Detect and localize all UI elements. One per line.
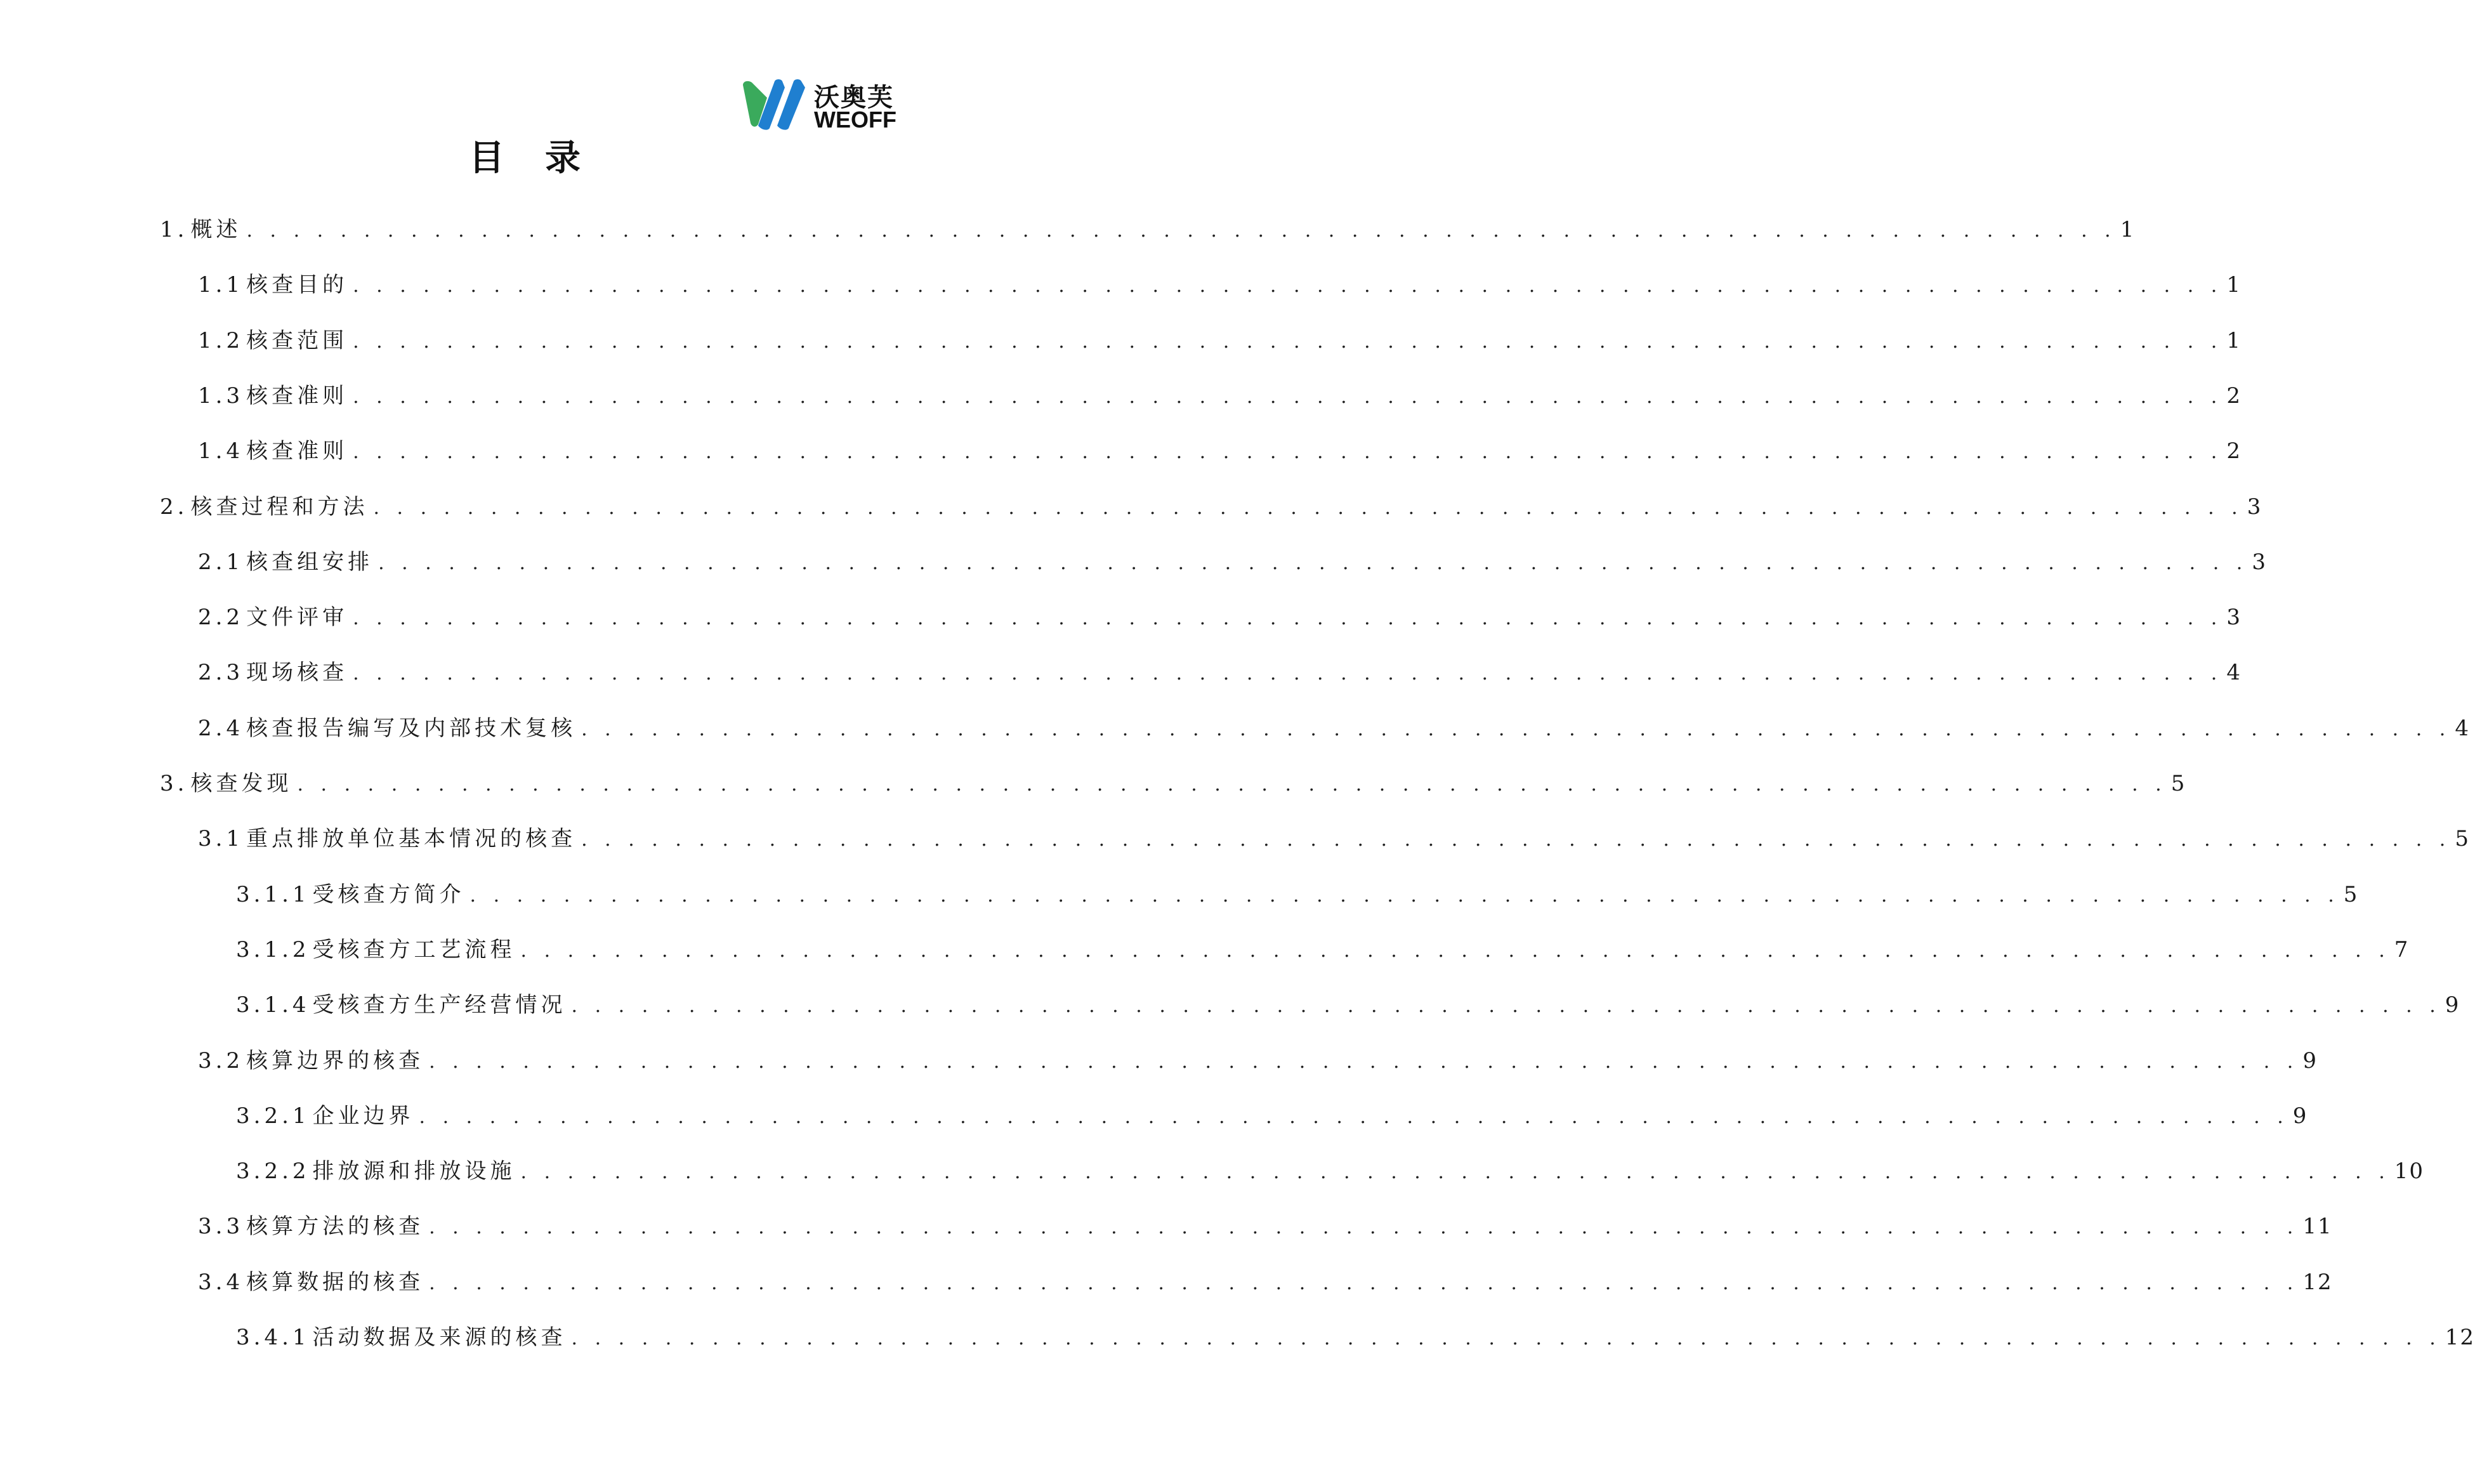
toc-entry-number: 3.2.2	[236, 1159, 310, 1185]
toc-dot-leader: . . . . . . . . . . . . . . . . . . . . . . . . . . . . . . . . . . . . . . . . . . . . . . . . . . . . . . . . . . . . . . . . . . . . . . . . . . . . . . . .	[571, 1327, 2441, 1349]
toc-entry[interactable]	[236, 1101, 2308, 1131]
toc-entry[interactable]	[198, 657, 2242, 688]
toc-entry-number: 2.4	[198, 715, 244, 741]
toc-dot-leader: . . . . . . . . . . . . . . . . . . . . . . . . . . . . . . . . . . . . . . . . . . . . . . . . . . . . . . . . . . . . . . . . . . . . . . . . . . . . . . . .	[429, 1216, 2299, 1239]
toc-entry-page-number: 1	[2226, 272, 2242, 298]
toc-entry-number: 3.1.2	[236, 936, 310, 962]
toc-dot-leader: . . . . . . . . . . . . . . . . . . . . . . . . . . . . . . . . . . . . . . . . . . . . . . . . . . . . . . . . . . . . . . . . . . . . . . . . . . . . . . . .	[373, 496, 2243, 519]
toc-entry-page-number: 4	[2226, 660, 2242, 686]
toc-entry-number: 2.2	[198, 605, 244, 631]
toc-entry[interactable]	[160, 768, 2186, 799]
toc-entry[interactable]	[198, 381, 2242, 411]
toc-entry-title: 核查组安排	[246, 549, 374, 575]
toc-entry-number: 3.	[160, 771, 188, 796]
toc-entry-title: 排放源和排放设施	[312, 1159, 516, 1185]
toc-dot-leader: . . . . . . . . . . . . . . . . . . . . . . . . . . . . . . . . . . . . . . . . . . . . . . . . . . . . . . . . . . . . . . . . . . . . . . . . . . . . . . . .	[297, 773, 2167, 796]
toc-entry-number: 2.1	[198, 549, 244, 575]
toc-entry-number: 1.3	[198, 383, 244, 409]
toc-dot-leader: . . . . . . . . . . . . . . . . . . . . . . . . . . . . . . . . . . . . . . . . . . . . . . . . . . . . . . . . . . . . . . . . . . . . . . . . . . . . . . . .	[419, 1105, 2289, 1128]
toc-entry-title: 核查目的	[246, 272, 348, 298]
toc-entry-page-number: 5	[2343, 881, 2359, 907]
toc-entry[interactable]	[198, 1046, 2318, 1076]
toc-entry-page-number: 2	[2226, 438, 2242, 464]
toc-dot-leader: . . . . . . . . . . . . . . . . . . . . . . . . . . . . . . . . . . . . . . . . . . . . . . . . . . . . . . . . . . . . . . . . . . . . . . . . . . . . . . . .	[581, 829, 2452, 851]
brand-name-en: WEOFF	[814, 107, 896, 133]
toc-dot-leader: . . . . . . . . . . . . . . . . . . . . . . . . . . . . . . . . . . . . . . . . . . . . . . . . . . . . . . . . . . . . . . . . . . . . . . . . . . . . . . . .	[429, 1050, 2299, 1073]
toc-entry-page-number: 4	[2455, 715, 2470, 741]
toc-entry-number: 3.4.1	[236, 1325, 310, 1350]
toc-entry-title: 核算边界的核查	[246, 1047, 424, 1074]
toc-dot-leader: . . . . . . . . . . . . . . . . . . . . . . . . . . . . . . . . . . . . . . . . . . . . . . . . . . . . . . . . . . . . . . . . . . . . . . . . . . . . . . . .	[353, 330, 2223, 353]
toc-dot-leader: . . . . . . . . . . . . . . . . . . . . . . . . . . . . . . . . . . . . . . . . . . . . . . . . . . . . . . . . . . . . . . . . . . . . . . . . . . . . . . . .	[520, 939, 2391, 962]
toc-entry-title: 核查准则	[246, 438, 348, 464]
toc-entry[interactable]	[160, 214, 2136, 245]
toc-entry[interactable]	[198, 547, 2267, 577]
toc-entry-title: 受核查方简介	[312, 881, 465, 907]
toc-entry[interactable]	[198, 1267, 2333, 1297]
toc-entry-page-number: 1	[2120, 217, 2136, 242]
toc-entry-title: 概述	[190, 217, 242, 242]
toc-dot-leader: . . . . . . . . . . . . . . . . . . . . . . . . . . . . . . . . . . . . . . . . . . . . . . . . . . . . . . . . . . . . . . . . . . . . . . . . . . . . . . . .	[378, 551, 2249, 574]
toc-dot-leader: . . . . . . . . . . . . . . . . . . . . . . . . . . . . . . . . . . . . . . . . . . . . . . . . . . . . . . . . . . . . . . . . . . . . . . . . . . . . . . . .	[353, 275, 2223, 298]
toc-entry[interactable]	[236, 935, 2410, 965]
toc-entry-page-number: 2	[2226, 383, 2242, 409]
toc-entry-title: 核算方法的核查	[246, 1214, 424, 1240]
toc-entry-title: 核查范围	[246, 327, 348, 353]
toc-dot-leader: . . . . . . . . . . . . . . . . . . . . . . . . . . . . . . . . . . . . . . . . . . . . . . . . . . . . . . . . . . . . . . . . . . . . . . . . . . . . . . . .	[353, 385, 2223, 408]
toc-entry-title: 文件评审	[246, 605, 348, 631]
toc-entry[interactable]	[160, 492, 2262, 522]
toc-entry-title: 核查过程和方法	[190, 494, 369, 520]
toc-entry-number: 3.1.4	[236, 992, 310, 1018]
toc-entry[interactable]	[198, 1211, 2333, 1242]
toc-entry-page-number: 1	[2226, 327, 2242, 353]
toc-entry[interactable]	[198, 713, 2470, 744]
toc-entry-number: 3.3	[198, 1214, 244, 1240]
toc-entry-number: 3.2.1	[236, 1103, 310, 1129]
toc-entry-page-number: 10	[2394, 1159, 2425, 1185]
toc-entry-number: 3.1.1	[236, 881, 310, 907]
toc-dot-leader: . . . . . . . . . . . . . . . . . . . . . . . . . . . . . . . . . . . . . . . . . . . . . . . . . . . . . . . . . . . . . . . . . . . . . . . . . . . . . . . .	[429, 1271, 2299, 1294]
toc-entry-title: 核查准则	[246, 383, 348, 409]
toc-entry[interactable]	[236, 879, 2359, 910]
toc-entry-title: 重点排放单位基本情况的核查	[246, 826, 577, 852]
toc-entry-page-number: 3	[2226, 605, 2242, 631]
toc-entry-page-number: 9	[2292, 1103, 2308, 1129]
toc-entry[interactable]	[236, 990, 2460, 1020]
toc-entry[interactable]	[198, 824, 2470, 854]
toc-entry-title: 核查报告编写及内部技术复核	[246, 715, 577, 741]
toc-entry[interactable]	[236, 1322, 2475, 1353]
toc-entry-number: 1.4	[198, 438, 244, 464]
toc-entry-page-number: 12	[2302, 1269, 2333, 1295]
toc-entry-number: 3.1	[198, 826, 244, 852]
brand-name-cn: 沃奥芙	[814, 83, 894, 112]
toc-entry-page-number: 3	[2252, 549, 2267, 575]
toc-entry-title: 核算数据的核查	[246, 1269, 424, 1295]
toc-dot-leader: . . . . . . . . . . . . . . . . . . . . . . . . . . . . . . . . . . . . . . . . . . . . . . . . . . . . . . . . . . . . . . . . . . . . . . . . . . . . . . . .	[581, 718, 2452, 740]
toc-entry[interactable]	[198, 436, 2242, 466]
toc-entry-page-number: 9	[2302, 1047, 2318, 1074]
toc-entry[interactable]	[198, 270, 2242, 300]
toc-entry-page-number: 12	[2445, 1325, 2475, 1350]
toc-entry[interactable]	[198, 602, 2242, 633]
toc-entry-page-number: 11	[2302, 1214, 2333, 1240]
toc-entry-page-number: 9	[2445, 992, 2460, 1018]
toc-entry-number: 3.4	[198, 1269, 244, 1295]
toc-entry-page-number: 5	[2455, 826, 2470, 852]
toc-entry-number: 1.	[160, 217, 188, 242]
toc-entry-title: 受核查方工艺流程	[312, 936, 516, 962]
toc-entry-number: 2.3	[198, 660, 244, 686]
toc-dot-leader: . . . . . . . . . . . . . . . . . . . . . . . . . . . . . . . . . . . . . . . . . . . . . . . . . . . . . . . . . . . . . . . . . . . . . . . . . . . . . . . .	[520, 1161, 2391, 1184]
toc-dot-leader: . . . . . . . . . . . . . . . . . . . . . . . . . . . . . . . . . . . . . . . . . . . . . . . . . . . . . . . . . . . . . . . . . . . . . . . . . . . . . . . .	[246, 220, 2117, 242]
toc-entry-page-number: 5	[2170, 771, 2186, 796]
toc-dot-leader: . . . . . . . . . . . . . . . . . . . . . . . . . . . . . . . . . . . . . . . . . . . . . . . . . . . . . . . . . . . . . . . . . . . . . . . . . . . . . . . .	[353, 607, 2223, 630]
toc-entry-title: 受核查方生产经营情况	[312, 992, 567, 1018]
toc-entry-number: 3.2	[198, 1047, 244, 1074]
toc-entry-number: 2.	[160, 494, 188, 520]
toc-entry-title: 企业边界	[312, 1103, 414, 1129]
toc-entry-title: 核查发现	[190, 771, 292, 796]
toc-dot-leader: . . . . . . . . . . . . . . . . . . . . . . . . . . . . . . . . . . . . . . . . . . . . . . . . . . . . . . . . . . . . . . . . . . . . . . . . . . . . . . . .	[571, 995, 2441, 1018]
page-title: 目录	[469, 138, 621, 179]
toc-dot-leader: . . . . . . . . . . . . . . . . . . . . . . . . . . . . . . . . . . . . . . . . . . . . . . . . . . . . . . . . . . . . . . . . . . . . . . . . . . . . . . . .	[469, 884, 2340, 907]
toc-entry-title: 现场核查	[246, 660, 348, 686]
toc-dot-leader: . . . . . . . . . . . . . . . . . . . . . . . . . . . . . . . . . . . . . . . . . . . . . . . . . . . . . . . . . . . . . . . . . . . . . . . . . . . . . . . .	[353, 662, 2223, 685]
toc-entry-number: 1.2	[198, 327, 244, 353]
toc-entry-title: 活动数据及来源的核查	[312, 1325, 567, 1350]
toc-entry[interactable]	[198, 325, 2242, 356]
toc-entry-page-number: 7	[2394, 936, 2410, 962]
toc-dot-leader: . . . . . . . . . . . . . . . . . . . . . . . . . . . . . . . . . . . . . . . . . . . . . . . . . . . . . . . . . . . . . . . . . . . . . . . . . . . . . . . .	[353, 441, 2223, 464]
toc-entry-number: 1.1	[198, 272, 244, 298]
toc-entry[interactable]	[236, 1156, 2425, 1186]
toc-entry-page-number: 3	[2247, 494, 2262, 520]
